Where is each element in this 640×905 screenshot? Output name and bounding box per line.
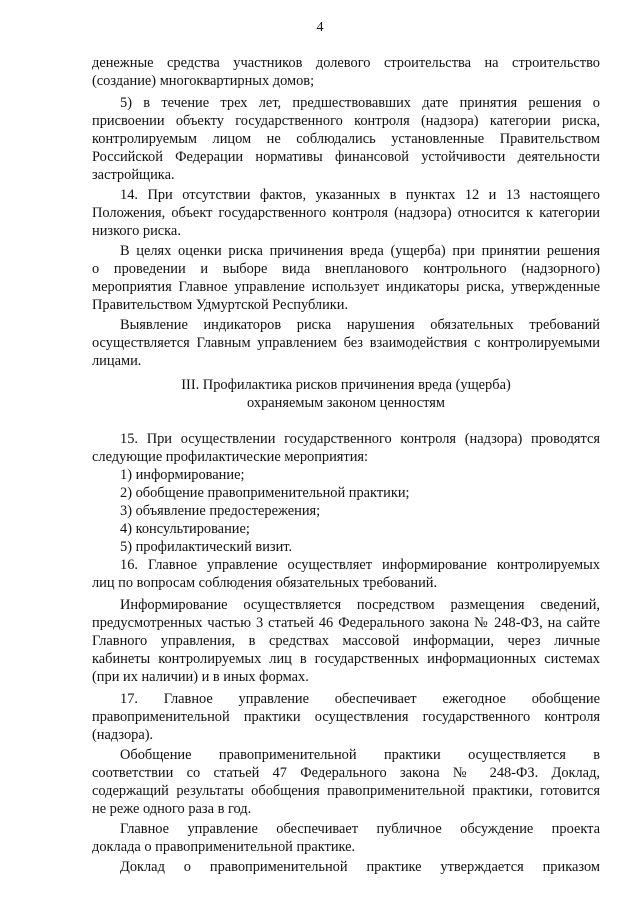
text-line: Главного управления, в средствах массовой информации, через личные bbox=[92, 633, 600, 649]
text-line: осуществляется Главным управлением без взаимодействия с контролируемыми bbox=[92, 335, 600, 351]
text-line: В целях оценки риска причинения вреда (ущерба) при принятии решения bbox=[120, 243, 600, 259]
text-line: 14. При отсутствии фактов, указанных в пунктах 12 и 13 настоящего bbox=[120, 187, 600, 203]
text-line: Правительством Удмуртской Республики. bbox=[92, 297, 349, 313]
list-item: 1) информирование; bbox=[120, 467, 245, 483]
text-line: следующие профилактические мероприятия: bbox=[92, 449, 369, 465]
list-item: 3) объявление предостережения; bbox=[120, 503, 321, 519]
list-item: 2) обобщение правоприменительной практики; bbox=[120, 485, 410, 501]
section-heading-line: охраняемым законом ценностям bbox=[247, 395, 445, 411]
text-line: правоприменительной практики осуществления государственного контроля bbox=[92, 709, 600, 725]
text-line: предусмотренных частью 3 статьей 46 Федерального закона № 248-ФЗ, на сайте bbox=[92, 615, 600, 631]
text-line: содержащий результаты обобщения правоприменительной практики, готовится bbox=[92, 783, 600, 799]
text-line: Главное управление обеспечивает публичное обсуждение проекта bbox=[120, 821, 600, 837]
list-item: 5) профилактический визит. bbox=[120, 539, 293, 555]
text-line: 15. При осуществлении государственного контроля (надзора) проводятся bbox=[120, 431, 600, 447]
text-line: доклада о правоприменительной практике. bbox=[92, 839, 356, 855]
text-line: 5) в течение трех лет, предшествовавших дате принятия решения о bbox=[120, 95, 600, 111]
text-line: контролируемым лицом не соблюдались установленные Правительством bbox=[92, 131, 600, 147]
text-line: застройщика. bbox=[92, 167, 175, 183]
text-line: кабинеты контролируемых лиц в государственных информационных системах bbox=[92, 651, 600, 667]
text-line: не реже одного раза в год. bbox=[92, 801, 252, 817]
text-line: (создание) многоквартирных домов; bbox=[92, 73, 315, 89]
text-line: (надзора). bbox=[92, 727, 154, 743]
text-line: лиц по вопросам соблюдения обязательных требований. bbox=[92, 575, 438, 591]
text-line: о проведении и выборе вида внепланового контрольного (надзорного) bbox=[92, 261, 600, 277]
text-line: 17. Главное управление обеспечивает ежегодное обобщение bbox=[120, 691, 600, 707]
text-line: Обобщение правоприменительной практики осуществляется в bbox=[120, 747, 600, 763]
text-line: Российской Федерации нормативы финансовой устойчивости деятельности bbox=[92, 149, 600, 165]
text-line: мероприятия Главное управление использует индикаторы риска, утвержденные bbox=[92, 279, 600, 295]
text-line: денежные средства участников долевого строительства на строительство bbox=[92, 55, 600, 71]
text-line: присвоении объекту государственного контроля (надзора) категории риска, bbox=[92, 113, 600, 129]
text-line: Доклад о правоприменительной практике утверждается приказом bbox=[120, 859, 600, 875]
text-line: низкого риска. bbox=[92, 223, 181, 239]
page-number: 4 bbox=[316, 20, 324, 35]
text-line: (при их наличии) и в иных формах. bbox=[92, 669, 309, 685]
text-line: соответствии со статьей 47 Федерального закона № 248-ФЗ. Доклад, bbox=[92, 765, 600, 781]
text-line: 16. Главное управление осуществляет информирование контролируемых bbox=[120, 557, 600, 573]
text-line: Информирование осуществляется посредством размещения сведений, bbox=[120, 597, 600, 613]
list-item: 4) консультирование; bbox=[120, 521, 250, 537]
text-line: Положения, объект государственного контроля (надзора) относится к категории bbox=[92, 205, 600, 221]
section-heading-line: III. Профилактика рисков причинения вреда (ущерба) bbox=[181, 377, 511, 393]
text-line: Выявление индикаторов риска нарушения обязательных требований bbox=[120, 317, 600, 333]
text-line: лицами. bbox=[92, 353, 142, 369]
